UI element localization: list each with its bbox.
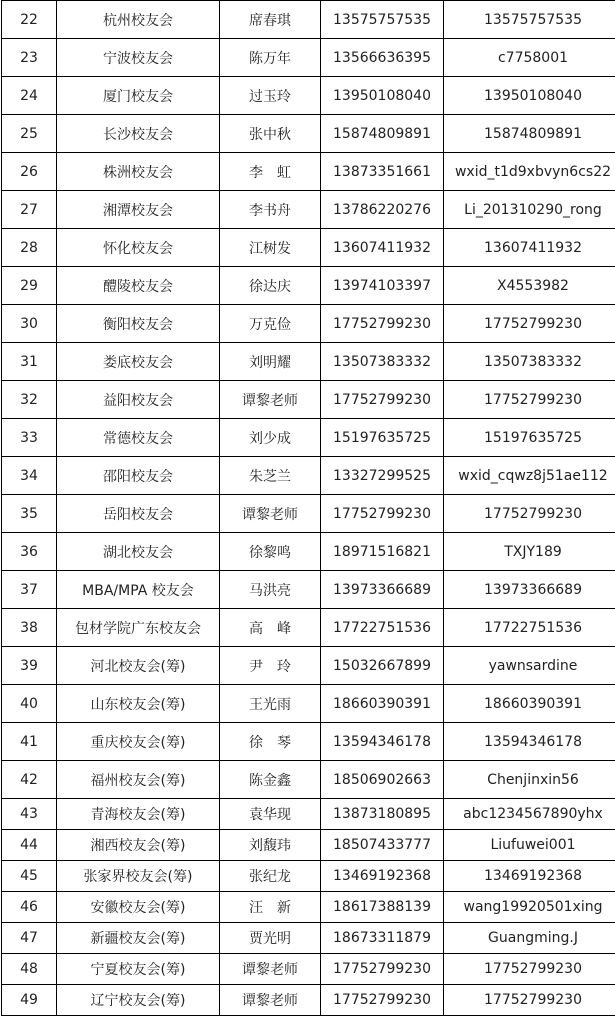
table-row (2, 343, 615, 381)
phone-number-cell: 15032667899 (321, 647, 444, 685)
contact-person-cell: 陈万年 (220, 39, 321, 77)
wechat-id-cell: 13950108040 (444, 77, 615, 115)
wechat-id-cell: Chenjinxin56 (444, 761, 615, 799)
table-row (2, 954, 615, 985)
table-row (2, 153, 615, 191)
association-name-cell: 包材学院广东校友会 (57, 609, 220, 647)
association-name-cell: 湘潭校友会 (57, 191, 220, 229)
row-number-cell: 27 (2, 191, 57, 229)
table-row (2, 457, 615, 495)
association-name-cell: 重庆校友会(筹) (57, 723, 220, 761)
contact-person-cell: 汪 新 (220, 892, 321, 923)
wechat-id-cell: 15197635725 (444, 419, 615, 457)
association-name-cell: 株洲校友会 (57, 153, 220, 191)
wechat-id-cell: abc1234567890yhx (444, 799, 615, 830)
wechat-id-cell: 17752799230 (444, 381, 615, 419)
row-number-cell: 49 (2, 985, 57, 1016)
row-number-cell: 30 (2, 305, 57, 343)
wechat-id-cell: wxid_t1d9xbvyn6cs22 (444, 153, 615, 191)
wechat-id-cell: 17722751536 (444, 609, 615, 647)
association-name-cell: 邵阳校友会 (57, 457, 220, 495)
contact-person-cell: 尹 玲 (220, 647, 321, 685)
contact-person-cell: 徐黎鸣 (220, 533, 321, 571)
association-name-cell: 宁波校友会 (57, 39, 220, 77)
association-name-cell: 醴陵校友会 (57, 267, 220, 305)
table-row (2, 761, 615, 799)
row-number-cell: 28 (2, 229, 57, 267)
association-name-cell: 衡阳校友会 (57, 305, 220, 343)
table-row (2, 533, 615, 571)
row-number-cell: 41 (2, 723, 57, 761)
contact-person-cell: 李 虹 (220, 153, 321, 191)
row-number-cell: 31 (2, 343, 57, 381)
table-row (2, 419, 615, 457)
contact-person-cell: 刘少成 (220, 419, 321, 457)
wechat-id-cell: 13594346178 (444, 723, 615, 761)
association-name-cell: 杭州校友会 (57, 1, 220, 39)
association-name-cell: 山东校友会(筹) (57, 685, 220, 723)
phone-number-cell: 17752799230 (321, 495, 444, 533)
contact-person-cell: 万克俭 (220, 305, 321, 343)
table-body (2, 1, 615, 1016)
contact-person-cell: 谭黎老师 (220, 954, 321, 985)
row-number-cell: 46 (2, 892, 57, 923)
row-number-cell: 45 (2, 861, 57, 892)
phone-number-cell: 13594346178 (321, 723, 444, 761)
contact-person-cell: 高 峰 (220, 609, 321, 647)
contact-person-cell: 张纪龙 (220, 861, 321, 892)
wechat-id-cell: 13507383332 (444, 343, 615, 381)
association-name-cell: 娄底校友会 (57, 343, 220, 381)
row-number-cell: 29 (2, 267, 57, 305)
wechat-id-cell: wxid_cqwz8j51ae112 (444, 457, 615, 495)
row-number-cell: 36 (2, 533, 57, 571)
association-name-cell: 湘西校友会(筹) (57, 830, 220, 861)
row-number-cell: 26 (2, 153, 57, 191)
row-number-cell: 37 (2, 571, 57, 609)
table-row (2, 985, 615, 1016)
table-row (2, 39, 615, 77)
table-row (2, 861, 615, 892)
phone-number-cell: 18660390391 (321, 685, 444, 723)
association-name-cell: 益阳校友会 (57, 381, 220, 419)
phone-number-cell: 17752799230 (321, 305, 444, 343)
table-row (2, 830, 615, 861)
table-row (2, 229, 615, 267)
table-row (2, 77, 615, 115)
row-number-cell: 33 (2, 419, 57, 457)
table-row (2, 381, 615, 419)
table-row (2, 647, 615, 685)
row-number-cell: 32 (2, 381, 57, 419)
phone-number-cell: 13950108040 (321, 77, 444, 115)
row-number-cell: 34 (2, 457, 57, 495)
phone-number-cell: 18617388139 (321, 892, 444, 923)
phone-number-cell: 13575757535 (321, 1, 444, 39)
table-row (2, 571, 615, 609)
association-name-cell: 安徽校友会(筹) (57, 892, 220, 923)
phone-number-cell: 13786220276 (321, 191, 444, 229)
row-number-cell: 35 (2, 495, 57, 533)
row-number-cell: 39 (2, 647, 57, 685)
contact-person-cell: 徐达庆 (220, 267, 321, 305)
wechat-id-cell: Li_201310290_rong (444, 191, 615, 229)
contact-person-cell: 徐 琴 (220, 723, 321, 761)
row-number-cell: 22 (2, 1, 57, 39)
row-number-cell: 24 (2, 77, 57, 115)
phone-number-cell: 17752799230 (321, 381, 444, 419)
association-name-cell: MBA/MPA 校友会 (57, 571, 220, 609)
phone-number-cell: 13974103397 (321, 267, 444, 305)
table-row (2, 892, 615, 923)
phone-number-cell: 13507383332 (321, 343, 444, 381)
phone-number-cell: 13469192368 (321, 861, 444, 892)
contact-person-cell: 过玉玲 (220, 77, 321, 115)
wechat-id-cell: TXJY189 (444, 533, 615, 571)
association-name-cell: 长沙校友会 (57, 115, 220, 153)
row-number-cell: 48 (2, 954, 57, 985)
phone-number-cell: 18507433777 (321, 830, 444, 861)
association-name-cell: 湖北校友会 (57, 533, 220, 571)
association-name-cell: 怀化校友会 (57, 229, 220, 267)
wechat-id-cell: c7758001 (444, 39, 615, 77)
contact-person-cell: 朱芝兰 (220, 457, 321, 495)
table-row (2, 1, 615, 39)
wechat-id-cell: 13469192368 (444, 861, 615, 892)
wechat-id-cell: 17752799230 (444, 305, 615, 343)
wechat-id-cell: 13575757535 (444, 1, 615, 39)
contact-person-cell: 刘馥玮 (220, 830, 321, 861)
wechat-id-cell: 17752799230 (444, 954, 615, 985)
table-row (2, 115, 615, 153)
phone-number-cell: 13873180895 (321, 799, 444, 830)
association-name-cell: 辽宁校友会(筹) (57, 985, 220, 1016)
wechat-id-cell: wang19920501xing (444, 892, 615, 923)
row-number-cell: 23 (2, 39, 57, 77)
phone-number-cell: 13973366689 (321, 571, 444, 609)
wechat-id-cell: 15874809891 (444, 115, 615, 153)
contact-person-cell: 王光雨 (220, 685, 321, 723)
table-row (2, 685, 615, 723)
table-row (2, 267, 615, 305)
association-name-cell: 福州校友会(筹) (57, 761, 220, 799)
phone-number-cell: 13607411932 (321, 229, 444, 267)
wechat-id-cell: Guangming.J (444, 923, 615, 954)
phone-number-cell: 18673311879 (321, 923, 444, 954)
contact-person-cell: 江树发 (220, 229, 321, 267)
phone-number-cell: 13327299525 (321, 457, 444, 495)
wechat-id-cell: 17752799230 (444, 985, 615, 1016)
wechat-id-cell: 13973366689 (444, 571, 615, 609)
association-name-cell: 新疆校友会(筹) (57, 923, 220, 954)
association-name-cell: 厦门校友会 (57, 77, 220, 115)
association-name-cell: 宁夏校友会(筹) (57, 954, 220, 985)
contact-person-cell: 谭黎老师 (220, 495, 321, 533)
phone-number-cell: 15874809891 (321, 115, 444, 153)
association-name-cell: 青海校友会(筹) (57, 799, 220, 830)
phone-number-cell: 17752799230 (321, 954, 444, 985)
wechat-id-cell: 13607411932 (444, 229, 615, 267)
row-number-cell: 44 (2, 830, 57, 861)
alumni-contact-table (1, 0, 615, 1016)
contact-person-cell: 谭黎老师 (220, 381, 321, 419)
association-name-cell: 常德校友会 (57, 419, 220, 457)
association-name-cell: 河北校友会(筹) (57, 647, 220, 685)
table-row (2, 923, 615, 954)
table-row (2, 799, 615, 830)
contact-person-cell: 袁华现 (220, 799, 321, 830)
table-row (2, 609, 615, 647)
contact-person-cell: 谭黎老师 (220, 985, 321, 1016)
contact-person-cell: 陈金鑫 (220, 761, 321, 799)
wechat-id-cell: yawnsardine (444, 647, 615, 685)
contact-person-cell: 马洪亮 (220, 571, 321, 609)
wechat-id-cell: 18660390391 (444, 685, 615, 723)
table-row (2, 305, 615, 343)
phone-number-cell: 17752799230 (321, 985, 444, 1016)
phone-number-cell: 18971516821 (321, 533, 444, 571)
row-number-cell: 47 (2, 923, 57, 954)
contact-person-cell: 张中秋 (220, 115, 321, 153)
row-number-cell: 43 (2, 799, 57, 830)
contact-person-cell: 李书舟 (220, 191, 321, 229)
row-number-cell: 38 (2, 609, 57, 647)
wechat-id-cell: X4553982 (444, 267, 615, 305)
association-name-cell: 张家界校友会(筹) (57, 861, 220, 892)
row-number-cell: 25 (2, 115, 57, 153)
phone-number-cell: 15197635725 (321, 419, 444, 457)
table-row (2, 723, 615, 761)
row-number-cell: 40 (2, 685, 57, 723)
wechat-id-cell: 17752799230 (444, 495, 615, 533)
phone-number-cell: 13566636395 (321, 39, 444, 77)
phone-number-cell: 17722751536 (321, 609, 444, 647)
phone-number-cell: 18506902663 (321, 761, 444, 799)
wechat-id-cell: Liufuwei001 (444, 830, 615, 861)
association-name-cell: 岳阳校友会 (57, 495, 220, 533)
contact-person-cell: 贾光明 (220, 923, 321, 954)
row-number-cell: 42 (2, 761, 57, 799)
phone-number-cell: 13873351661 (321, 153, 444, 191)
contact-person-cell: 席春琪 (220, 1, 321, 39)
contact-person-cell: 刘明耀 (220, 343, 321, 381)
table-row (2, 495, 615, 533)
table-row (2, 191, 615, 229)
